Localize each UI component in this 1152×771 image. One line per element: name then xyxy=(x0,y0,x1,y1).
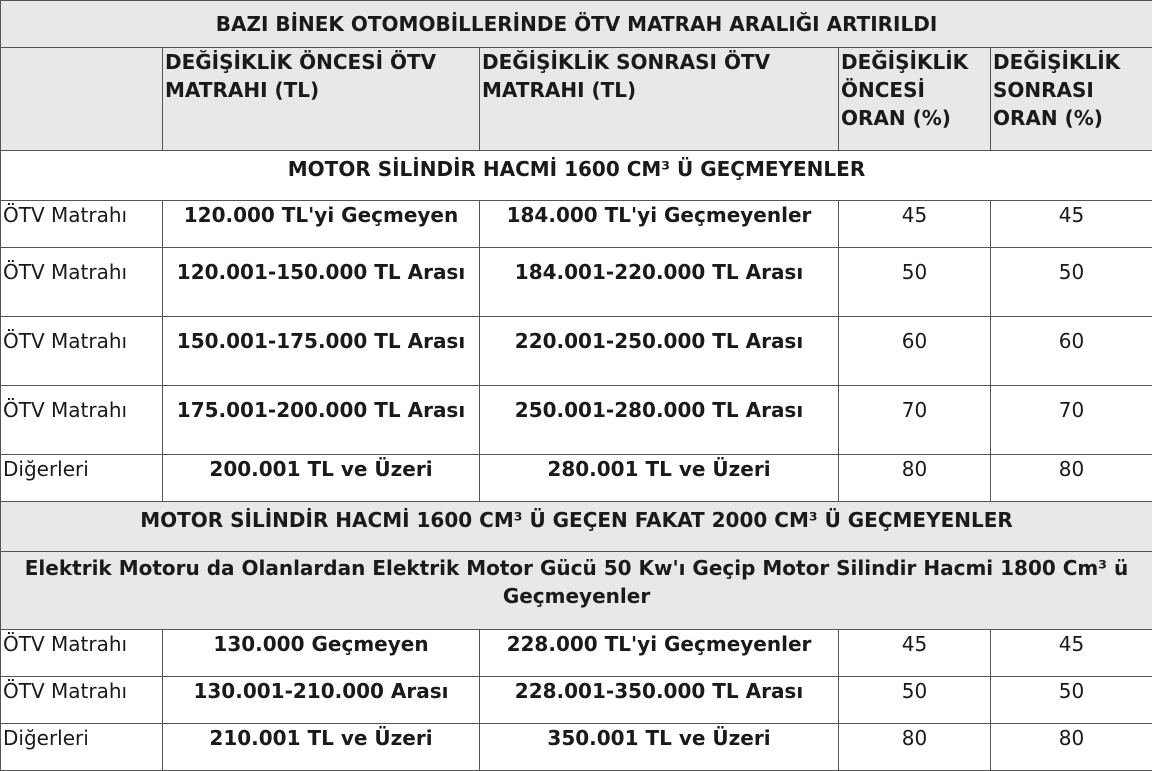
title-row xyxy=(1,1,1152,48)
section1-title-row xyxy=(1,151,1152,201)
row-after-base: 280.001 TL ve Üzeri xyxy=(480,455,839,502)
row-label: ÖTV Matrahı xyxy=(1,386,163,455)
section2-subtitle: Elektrik Motoru da Olanlardan Elektrik Motor Gücü 50 Kw'ı Geçip Motor Silindir Hacmi 1800 Cm³ ü Geçmeyenler xyxy=(1,552,1152,630)
row-label: ÖTV Matrahı xyxy=(1,201,163,248)
row-after-base: 228.000 TL'yi Geçmeyenler xyxy=(480,630,839,677)
row-label: ÖTV Matrahı xyxy=(1,248,163,317)
table-title: BAZI BİNEK OTOMOBİLLERİNDE ÖTV MATRAH ARALIĞI ARTIRILDI xyxy=(1,1,1152,48)
table-row xyxy=(1,386,1152,455)
row-rate-after: 60 xyxy=(991,317,1152,386)
header-before-base: DEĞİŞİKLİK ÖNCESİ ÖTV MATRAHI (TL) xyxy=(163,48,480,151)
row-after-base: 228.001-350.000 TL Arası xyxy=(480,677,839,724)
row-before-base: 200.001 TL ve Üzeri xyxy=(163,455,480,502)
row-rate-before: 45 xyxy=(839,630,991,677)
table-row xyxy=(1,317,1152,386)
header-before-rate: DEĞİŞİKLİK ÖNCESİ ORAN (%) xyxy=(839,48,991,151)
section1-title: MOTOR SİLİNDİR HACMİ 1600 CM³ Ü GEÇMEYENLER xyxy=(1,151,1152,201)
table-row xyxy=(1,455,1152,502)
row-rate-after: 70 xyxy=(991,386,1152,455)
header-after-base: DEĞİŞİKLİK SONRASI ÖTV MATRAHI (TL) xyxy=(480,48,839,151)
row-after-base: 250.001-280.000 TL Arası xyxy=(480,386,839,455)
row-label: Diğerleri xyxy=(1,724,163,771)
row-before-base: 175.001-200.000 TL Arası xyxy=(163,386,480,455)
row-before-base: 150.001-175.000 TL Arası xyxy=(163,317,480,386)
section2-title: MOTOR SİLİNDİR HACMİ 1600 CM³ Ü GEÇEN FAKAT 2000 CM³ Ü GEÇMEYENLER xyxy=(1,502,1152,552)
row-rate-before: 80 xyxy=(839,724,991,771)
row-after-base: 350.001 TL ve Üzeri xyxy=(480,724,839,771)
row-rate-before: 45 xyxy=(839,201,991,248)
row-label: Diğerleri xyxy=(1,455,163,502)
table-row xyxy=(1,201,1152,248)
row-label: ÖTV Matrahı xyxy=(1,317,163,386)
row-rate-after: 50 xyxy=(991,677,1152,724)
row-rate-after: 50 xyxy=(991,248,1152,317)
row-before-base: 120.001-150.000 TL Arası xyxy=(163,248,480,317)
row-rate-before: 50 xyxy=(839,248,991,317)
row-label: ÖTV Matrahı xyxy=(1,630,163,677)
row-before-base: 120.000 TL'yi Geçmeyen xyxy=(163,201,480,248)
table-row xyxy=(1,677,1152,724)
section2-title-row xyxy=(1,502,1152,552)
row-rate-after: 45 xyxy=(991,630,1152,677)
row-before-base: 130.001-210.000 Arası xyxy=(163,677,480,724)
row-before-base: 210.001 TL ve Üzeri xyxy=(163,724,480,771)
row-rate-before: 80 xyxy=(839,455,991,502)
row-rate-after: 45 xyxy=(991,201,1152,248)
table-row xyxy=(1,630,1152,677)
row-after-base: 220.001-250.000 TL Arası xyxy=(480,317,839,386)
row-rate-before: 60 xyxy=(839,317,991,386)
table-row xyxy=(1,248,1152,317)
row-rate-before: 70 xyxy=(839,386,991,455)
section2-subtitle-row xyxy=(1,552,1152,630)
row-rate-after: 80 xyxy=(991,724,1152,771)
header-empty-cell xyxy=(1,48,163,151)
row-after-base: 184.000 TL'yi Geçmeyenler xyxy=(480,201,839,248)
header-row xyxy=(1,48,1152,151)
row-rate-before: 50 xyxy=(839,677,991,724)
table-row xyxy=(1,724,1152,771)
row-before-base: 130.000 Geçmeyen xyxy=(163,630,480,677)
row-label: ÖTV Matrahı xyxy=(1,677,163,724)
row-after-base: 184.001-220.000 TL Arası xyxy=(480,248,839,317)
header-after-rate: DEĞİŞİKLİK SONRASI ORAN (%) xyxy=(991,48,1152,151)
row-rate-after: 80 xyxy=(991,455,1152,502)
